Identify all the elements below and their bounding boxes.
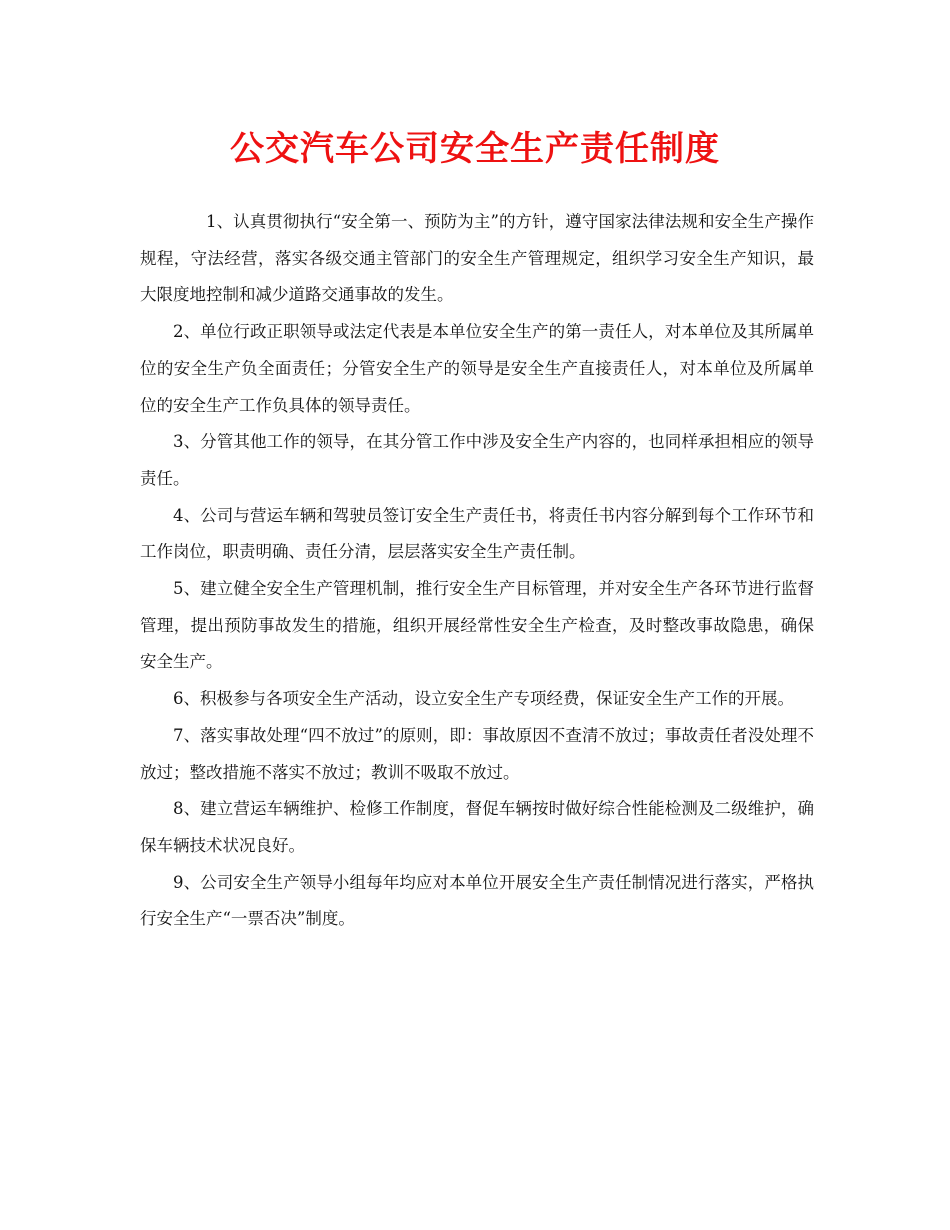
paragraph-6: 6、积极参与各项安全生产活动，设立安全生产专项经费，保证安全生产工作的开展。 xyxy=(173,689,794,709)
paragraph-3: 3、分管其他工作的领导，在其分管工作中涉及安全生产内容的，也同样承担相应的领导责任。 xyxy=(140,432,814,488)
paragraph-9: 9、公司安全生产领导小组每年均应对本单位开展安全生产责任制情况进行落实，严格执行安全生产“一票否决”制度。 xyxy=(140,872,814,929)
document-title: 公交汽车公司安全生产责任制度 xyxy=(230,129,720,169)
paragraph-2: 2、单位行政正职领导或法定代表是本单位安全生产的第一责任人，对本单位及其所属单位的安全生产负全面责任；分管安全生产的领导是安全生产直接责任人，对本单位及所属单位的安全生产工作负具体的领导责任。 xyxy=(140,322,814,415)
paragraph-4: 4、公司与营运车辆和驾驶员签订安全生产责任书，将责任书内容分解到每个工作环节和工作岗位，职责明确、责任分清，层层落实安全生产责任制。 xyxy=(140,505,814,562)
document-body xyxy=(140,204,814,938)
paragraph-7: 7、落实事故处理“四不放过”的原则，即：事故原因不查清不放过；事故责任者没处理不放过；整改措施不落实不放过；教训不吸取不放过。 xyxy=(140,725,814,782)
paragraph-5: 5、建立健全安全生产管理机制，推行安全生产目标管理，并对安全生产各环节进行监督管理，提出预防事故发生的措施，组织开展经常性安全生产检查，及时整改事故隐患，确保安全生产。 xyxy=(140,579,814,672)
paragraph-8: 8、建立营运车辆维护、检修工作制度，督促车辆按时做好综合性能检测及二级维护，确保车辆技术状况良好。 xyxy=(140,799,814,855)
paragraph-1: 1、认真贯彻执行“安全第一、预防为主”的方针，遵守国家法律法规和安全生产操作规程，守法经营，落实各级交通主管部门的安全生产管理规定，组织学习安全生产知识，最大限度地控制和减少道路交通事故的发生。 xyxy=(140,212,814,305)
